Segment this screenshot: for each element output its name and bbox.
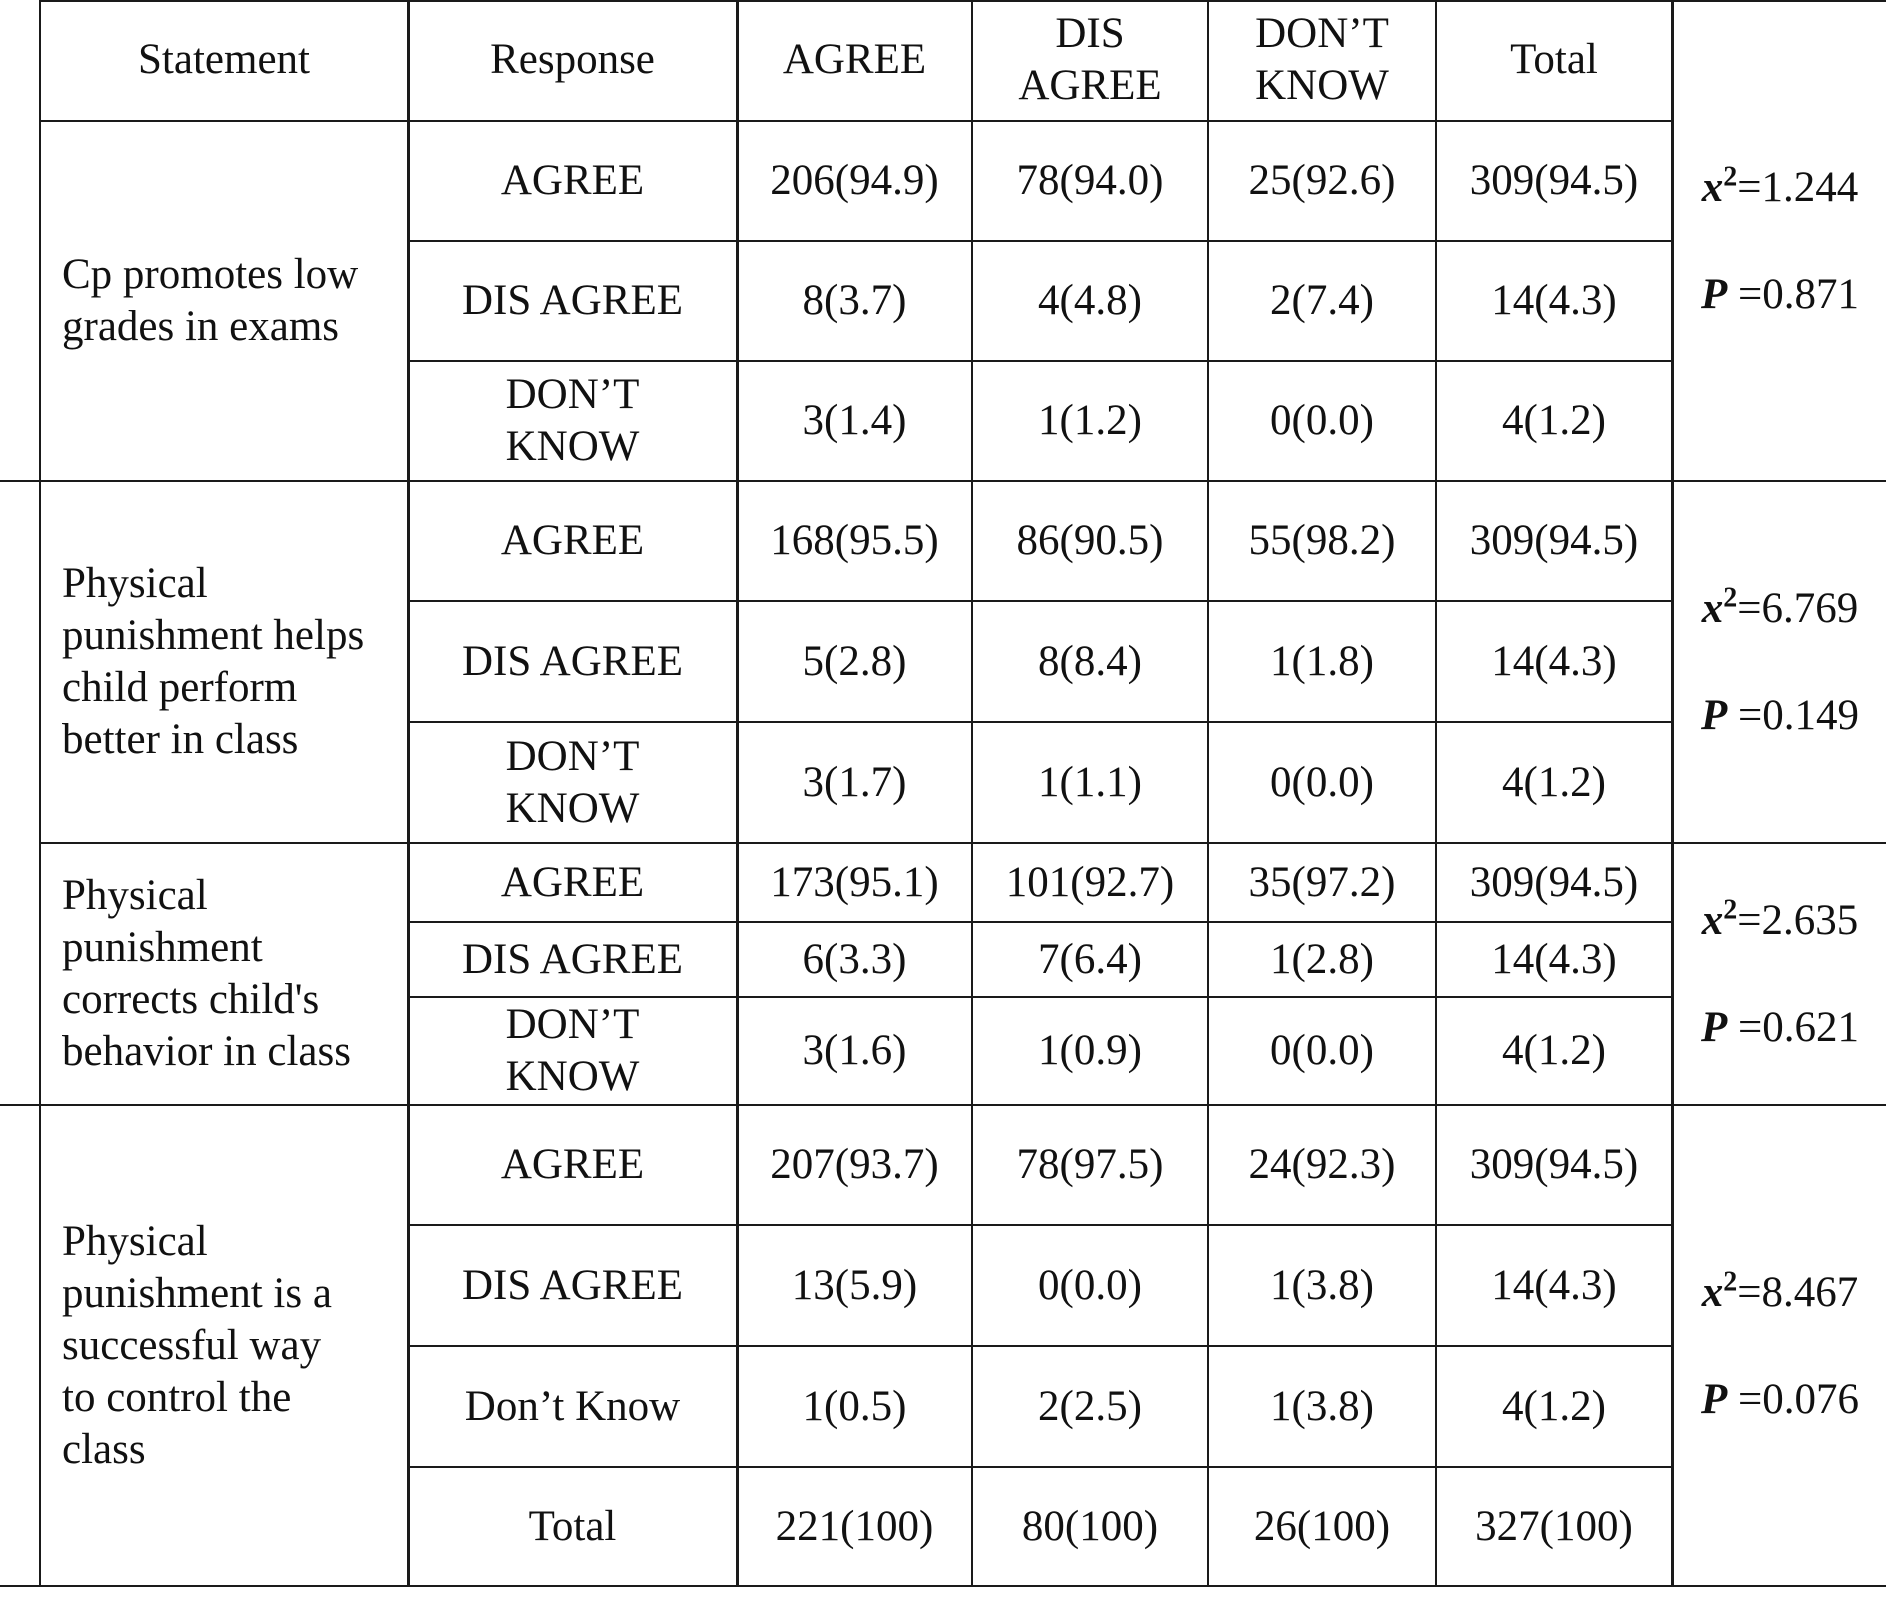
p-number: =0.149 bbox=[1727, 692, 1860, 739]
table-cell: 173(95.1) bbox=[770, 858, 939, 906]
table-cell: 309(94.5) bbox=[1469, 517, 1639, 564]
table-cell: 309(94.5) bbox=[1469, 1141, 1639, 1188]
p-number: =0.076 bbox=[1727, 1375, 1860, 1423]
table-cell: 80(100) bbox=[1021, 1502, 1159, 1550]
border-line bbox=[408, 600, 1672, 602]
border-line bbox=[408, 921, 1672, 923]
border-line bbox=[408, 721, 1672, 723]
p-value bbox=[1701, 270, 1859, 319]
border-line bbox=[40, 120, 1672, 122]
border-line bbox=[40, 842, 1886, 844]
table-cell: 4(1.2) bbox=[1502, 758, 1606, 806]
table-cell: 14(4.3) bbox=[1491, 1261, 1617, 1309]
table-cell: 8(3.7) bbox=[802, 277, 907, 324]
response-label: DON’T KNOW bbox=[505, 1001, 640, 1100]
table-cell: 1(0.9) bbox=[1038, 1027, 1142, 1074]
border-line bbox=[39, 0, 41, 1587]
response-label: DIS AGREE bbox=[462, 935, 683, 983]
table-cell: 5(2.8) bbox=[802, 637, 907, 685]
table-cell: 35(97.2) bbox=[1248, 858, 1396, 906]
chi-symbol: x bbox=[1701, 1268, 1724, 1316]
chi-number: =1.244 bbox=[1737, 163, 1859, 211]
p-number: =0.621 bbox=[1727, 1004, 1860, 1051]
p-symbol: P bbox=[1700, 1004, 1728, 1051]
statement-cell: Physical punishment corrects child's behavior in class bbox=[62, 872, 351, 1075]
chi-symbol: x bbox=[1701, 163, 1724, 211]
border-line bbox=[0, 1585, 1886, 1587]
p-value bbox=[1701, 691, 1859, 740]
p-value bbox=[1701, 1375, 1859, 1424]
border-line bbox=[736, 0, 739, 1587]
table-cell: 4(4.8) bbox=[1038, 277, 1142, 324]
border-line bbox=[408, 1224, 1672, 1226]
column-header: DON’T KNOW bbox=[1255, 10, 1389, 109]
table-cell: 26(100) bbox=[1253, 1502, 1391, 1550]
table-cell: 207(93.7) bbox=[770, 1141, 939, 1188]
table-cell: 0(0.0) bbox=[1270, 758, 1374, 806]
chi-exponent: 2 bbox=[1723, 582, 1738, 614]
response-label: Total bbox=[528, 1502, 617, 1550]
table-cell: 14(4.3) bbox=[1491, 935, 1617, 983]
table-cell: 2(2.5) bbox=[1038, 1382, 1142, 1430]
response-label: Don’t Know bbox=[464, 1382, 681, 1430]
response-label: DIS AGREE bbox=[462, 277, 683, 324]
table-cell: 0(0.0) bbox=[1038, 1261, 1142, 1309]
table-cell: 221(100) bbox=[775, 1502, 934, 1550]
border-line bbox=[408, 360, 1672, 362]
table-cell: 206(94.9) bbox=[770, 156, 939, 204]
chi-number: =2.635 bbox=[1737, 897, 1859, 944]
p-symbol: P bbox=[1700, 1375, 1728, 1423]
table-cell: 1(3.8) bbox=[1270, 1261, 1374, 1309]
chi-square-value bbox=[1702, 1268, 1859, 1317]
chi-number: =6.769 bbox=[1737, 585, 1859, 632]
table-cell: 78(97.5) bbox=[1016, 1141, 1164, 1188]
table-cell: 78(94.0) bbox=[1016, 156, 1164, 204]
table-cell: 168(95.5) bbox=[770, 517, 939, 564]
chi-exponent: 2 bbox=[1723, 161, 1738, 193]
table-cell: 1(2.8) bbox=[1270, 935, 1374, 983]
p-number: =0.871 bbox=[1727, 270, 1860, 318]
border-line bbox=[971, 0, 973, 1587]
border-line bbox=[407, 0, 410, 1587]
statement-cell: Physical punishment is a successful way to control the class bbox=[62, 1217, 332, 1473]
chi-square-stat bbox=[1674, 0, 1886, 481]
chi-exponent: 2 bbox=[1723, 1266, 1738, 1298]
response-label: DON’T KNOW bbox=[505, 371, 640, 470]
border-line bbox=[0, 480, 1886, 482]
table-cell: 55(98.2) bbox=[1248, 517, 1396, 564]
table-cell: 1(1.8) bbox=[1270, 637, 1374, 685]
table-cell: 14(4.3) bbox=[1491, 637, 1617, 685]
table-cell: 1(1.2) bbox=[1038, 397, 1142, 444]
table-cell: 1(1.1) bbox=[1038, 758, 1142, 806]
table-cell: 309(94.5) bbox=[1469, 156, 1639, 204]
column-header: DIS AGREE bbox=[1018, 10, 1162, 109]
table-cell: 309(94.5) bbox=[1469, 858, 1639, 906]
statement-cell: Physical punishment helps child perform better in class bbox=[62, 560, 365, 763]
statement-cell: Cp promotes low grades in exams bbox=[62, 250, 359, 350]
table-cell: 0(0.0) bbox=[1270, 1027, 1374, 1074]
table-cell: 2(7.4) bbox=[1270, 277, 1374, 324]
table-cell: 4(1.2) bbox=[1502, 397, 1606, 444]
response-label: AGREE bbox=[500, 858, 645, 906]
p-symbol: P bbox=[1700, 270, 1728, 318]
column-header: Response bbox=[490, 36, 655, 83]
chi-symbol: x bbox=[1701, 897, 1724, 944]
column-header: Statement bbox=[138, 36, 310, 83]
border-line bbox=[408, 240, 1672, 242]
chi-number: =8.467 bbox=[1737, 1268, 1859, 1316]
border-line bbox=[1435, 0, 1437, 1587]
chi-square-stat bbox=[1674, 1105, 1886, 1586]
table-cell: 3(1.6) bbox=[802, 1027, 907, 1074]
border-line bbox=[408, 1345, 1672, 1347]
table-cell: 327(100) bbox=[1475, 1502, 1633, 1550]
table-cell: 3(1.7) bbox=[802, 758, 907, 806]
chi-exponent: 2 bbox=[1723, 894, 1738, 926]
border-line bbox=[408, 1466, 1672, 1468]
table-cell: 1(0.5) bbox=[802, 1382, 907, 1430]
table-cell: 3(1.4) bbox=[802, 397, 907, 444]
chi-square-stat bbox=[1674, 481, 1886, 843]
table-cell: 14(4.3) bbox=[1491, 277, 1617, 324]
border-line bbox=[0, 1104, 1886, 1106]
chi-square-stat bbox=[1674, 843, 1886, 1105]
table-cell: 101(92.7) bbox=[1005, 858, 1175, 906]
table-cell: 4(1.2) bbox=[1502, 1382, 1606, 1430]
table-cell: 0(0.0) bbox=[1270, 397, 1374, 444]
border-line bbox=[408, 996, 1672, 998]
table-cell: 13(5.9) bbox=[791, 1261, 918, 1309]
table-cell: 25(92.6) bbox=[1248, 156, 1396, 204]
border-line bbox=[1671, 0, 1674, 1587]
p-value bbox=[1701, 1003, 1859, 1052]
column-header: Total bbox=[1510, 36, 1598, 83]
column-header: AGREE bbox=[782, 36, 927, 83]
table-cell: 24(92.3) bbox=[1248, 1141, 1396, 1188]
table-cell: 4(1.2) bbox=[1502, 1027, 1606, 1074]
response-label: AGREE bbox=[500, 517, 645, 564]
chi-square-value bbox=[1702, 163, 1859, 212]
chi-square-value bbox=[1702, 584, 1859, 633]
response-label: DIS AGREE bbox=[462, 637, 683, 685]
border-line bbox=[40, 0, 1886, 2]
response-label: AGREE bbox=[500, 1141, 645, 1188]
table-cell: 8(8.4) bbox=[1038, 637, 1142, 685]
table-cell: 86(90.5) bbox=[1016, 517, 1164, 564]
table-cell: 1(3.8) bbox=[1270, 1382, 1374, 1430]
border-line bbox=[1207, 0, 1209, 1587]
p-symbol: P bbox=[1700, 692, 1728, 739]
table-cell: 7(6.4) bbox=[1038, 935, 1142, 983]
table-cell: 6(3.3) bbox=[802, 935, 907, 983]
chi-symbol: x bbox=[1701, 585, 1724, 632]
chi-square-value bbox=[1702, 896, 1859, 945]
response-label: DON’T KNOW bbox=[505, 732, 640, 832]
response-label: DIS AGREE bbox=[462, 1261, 683, 1309]
response-label: AGREE bbox=[500, 156, 645, 204]
